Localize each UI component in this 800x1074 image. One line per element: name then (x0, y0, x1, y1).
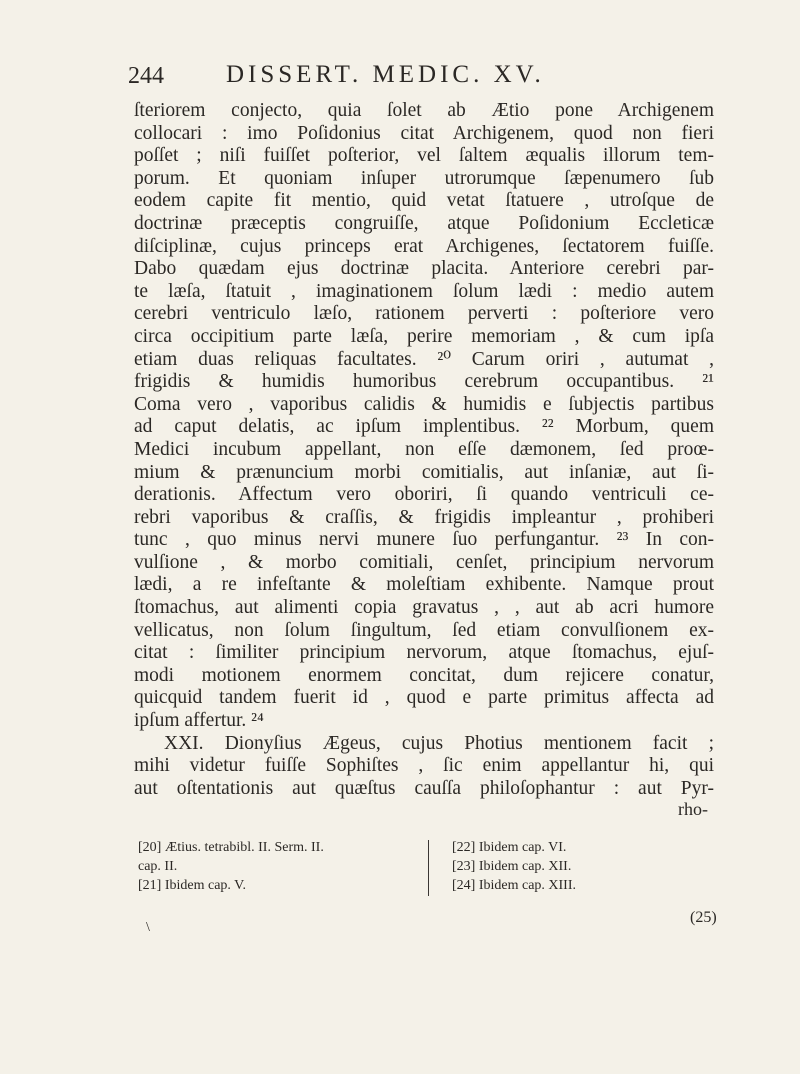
text-line: tunc , quo minus nervi munere ſuo perfungantur. ²³ In con- (134, 529, 714, 551)
text-line: mihi videtur fuiſſe Sophiſtes , ſic enim appellantur hi, qui (134, 755, 714, 777)
text-line: citat : ſimiliter principium nervorum, atque ſtomachus, ejuſ- (134, 642, 714, 664)
footnote-line: [23] Ibidem cap. XII. (452, 859, 572, 874)
footnotes-right-column (452, 838, 652, 895)
text-line: ſteriorem conjecto, quia ſolet ab Ætio pone Archigenem (134, 100, 714, 121)
text-line: circa occipitium parte læſa, perire memoriam , & cum ipſa (134, 325, 714, 347)
catchword: rho- (678, 799, 708, 819)
text-line: poſſet ; niſi fuiſſet poſterior, vel ſaltem æqualis illorum tem- (134, 145, 714, 167)
text-line: quicquid tandem fuerit id , quod e parte primitus affecta ad (134, 687, 714, 709)
text-line: vellicatus, non ſolum ſingultum, ſed etiam convulſionem ex- (134, 619, 714, 641)
text-line: vulſione , & morbo comitiali, cenſet, principium nervorum (134, 551, 714, 573)
text-line: te læſa, ſtatuit , imaginationem ſolum lædi : medio autem (134, 280, 714, 302)
margin-mark: \ (146, 920, 150, 935)
text-line: rebri vaporibus & craſſis, & frigidis impleantur , prohiberi (134, 506, 714, 528)
text-line: frigidis & humidis humoribus cerebrum occupantibus. ²¹ (134, 371, 714, 393)
text-line: Medici incubum appellant, non eſſe dæmonem, ſed proœ- (134, 438, 714, 460)
footnote-line: cap. II. (138, 859, 178, 874)
text-line: Coma vero , vaporibus calidis & humidis e ſubjectis partibus (134, 393, 714, 415)
footnotes-left-column (138, 838, 428, 895)
text-line: modi motionem enormem concitat, dum rejicere conatur, (134, 664, 714, 686)
text-line: eodem capite fit mentio, quid vetat ſtatuere , utroſque de (134, 190, 714, 212)
text-line: collocari : imo Poſidonius citat Archigenem, quod non fieri (134, 122, 714, 144)
text-line: etiam duas reliquas facultates. ²⁰ Carum oriri , autumat , (134, 348, 714, 370)
text-line: ſtomachus, aut alimenti copia gravatus , , aut ab acri humore (134, 597, 714, 619)
running-title: DISSERT. MEDIC. XV. (226, 61, 545, 88)
section-start-line: XXI. Dionyſius Ægeus, cujus Photius mentionem facit ; (164, 732, 714, 754)
running-header (128, 57, 648, 91)
signature-mark: (25) (690, 909, 717, 926)
page-number: 244 (128, 63, 164, 89)
text-line: diſciplinæ, cujus princeps erat Archigenes, ſectatorem fuiſſe. (134, 235, 714, 257)
footnote-line: [21] Ibidem cap. V. (138, 878, 246, 893)
text-line: porum. Et quoniam inſuper utrorumque ſæpenumero ſub (134, 167, 714, 189)
text-line: doctrinæ præceptis congruiſſe, atque Poſidonium Eccleticæ (134, 212, 714, 234)
text-line: aut oſtentationis aut quæſtus cauſſa philoſophantur : aut Pyr- (134, 777, 714, 799)
main-text (134, 100, 714, 800)
footnote-line: [20] Ætius. tetrabibl. II. Serm. II. (138, 840, 324, 855)
text-line: mium & prænuncium morbi comitialis, aut inſaniæ, aut ſi- (134, 461, 714, 483)
text-line: Dabo quædam ejus doctrinæ placita. Anteriore cerebri par- (134, 258, 714, 280)
text-line: lædi, a re infeſtante & moleſtiam exhibente. Namque prout (134, 574, 714, 596)
footnote-divider (428, 840, 429, 896)
text-line: derationis. Affectum vero oboriri, ſi quando ventriculi ce- (134, 484, 714, 506)
text-line: ipſum affertur. ²⁴ (134, 710, 264, 732)
text-line: cerebri ventriculo læſo, rationem perverti : poſteriore vero (134, 303, 714, 325)
footnote-line: [22] Ibidem cap. VI. (452, 840, 567, 855)
text-line: ad caput delatis, ac ipſum implentibus. ²² Morbum, quem (134, 416, 714, 438)
footnote-line: [24] Ibidem cap. XIII. (452, 878, 577, 893)
